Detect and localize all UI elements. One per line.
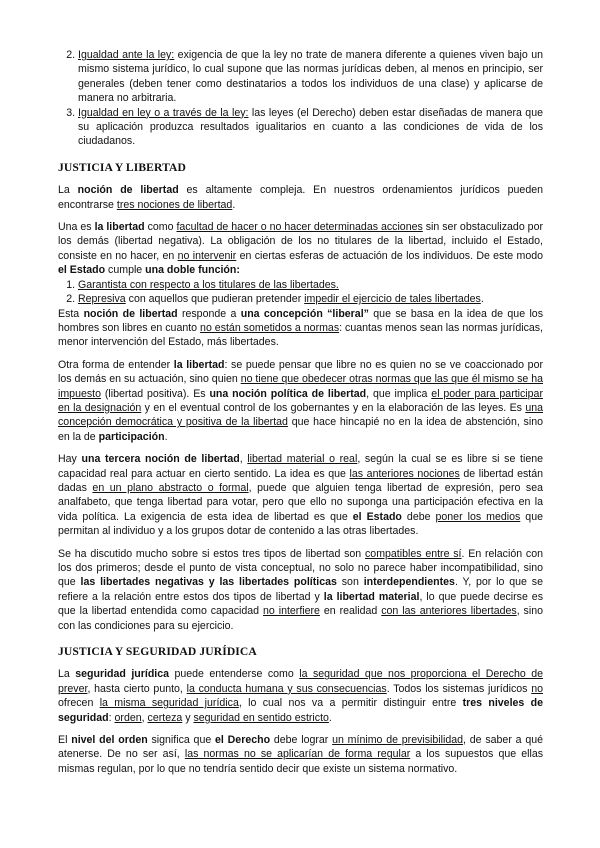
paragraph: Se ha discutido mucho sobre si estos tres tipos de libertad son compatibles entre sí. En relación con los dos primeros; desde el punto de vista conceptual, no solo no parece haber incompatibilidad, sino que las libertades negativas y las libertades políticas son interdependientes. Y, por lo que se refiere a la relación entre estos dos tipos de libertad y la libertad material, lo que puede decirse es que la libertad entendida como capacidad no interfiere en realidad con las anteriores libertades, sino con las condiciones para su ejercicio. bbox=[58, 547, 543, 632]
paragraph: El nivel del orden significa que el Derecho debe lograr un mínimo de previsibilidad, de saber a qué atenerse. De no ser así, las normas no se aplicarían de forma regular a los supuestos que ellas mismas regulan, por lo que no tendría sentido decir que existe un sistema normativo. bbox=[58, 734, 544, 775]
list-item: 2. Igualdad ante la ley: exigencia de que la ley no trate de manera diferente a quienes viven bajo un mismo sistema jurídico, lo cual supone que las normas jurídicas deben, al menos en principio, ser generales (deben tener como destinatarios a todos los individuos de una clase) y aplicarse de manera no arbitraria. bbox=[78, 48, 543, 106]
list-item: 1. Garantista con respecto a los titulares de las libertades. bbox=[78, 278, 543, 292]
section-heading-justicia-libertad: JUSTICIA Y LIBERTAD bbox=[58, 160, 186, 174]
paragraph: La seguridad jurídica puede entenderse como la seguridad que nos proporciona el Derecho de prever, hasta cierto punto, la conducta humana y sus consecuencias. Todos los sistemas jurídicos no ofrecen la misma seguridad jurídica, lo cual nos va a permitir distinguir entre tres niveles de seguridad: orden, certeza y seguridad en sentido estricto. bbox=[58, 668, 544, 724]
paragraph: Esta noción de libertad responde a una concepción “liberal” que se basa en la idea de que los hombres son libres en cuanto no están sometidos a normas: cuantas menos sean las normas jurídicas, menor intervención del Estado, más libertades. bbox=[58, 307, 544, 349]
section-heading-seguridad-juridica: JUSTICIA Y SEGURIDAD JURÍDICA bbox=[58, 645, 257, 659]
list-item: 2. Represiva con aquellos que pudieran pretender impedir el ejercicio de tales libertades. bbox=[78, 292, 543, 306]
functions-list bbox=[58, 278, 543, 307]
document-content bbox=[58, 48, 543, 784]
paragraph: Hay una tercera noción de libertad, libertad material o real, según la cual se es libre si se tiene capacidad real para actuar en cierto sentido. La idea es que las anteriores nociones de libertad están dadas en un plano abstracto o formal, puede que alguien tenga libertad de expresión, pero sea analfabeto, que tenga libertad para votar, pero que ello no suponga una participación efectiva en la vida política. La exigencia de esta idea de libertad es que el Estado debe poner los medios que permitan al individuo y a los grupos dotar de contenido a las otras libertades. bbox=[58, 453, 544, 538]
equality-list bbox=[58, 48, 543, 149]
paragraph: Otra forma de entender la libertad: se puede pensar que libre no es quien no se ve coaccionado por los demás en su actuación, sino quien no tiene que obedecer otras normas que las que él mismo se ha impuesto (libertad positiva). Es una noción política de libertad, que implica el poder para participar en la designación y en el eventual control de los gobernantes y en la elaboración de las leyes. Es una concepción democrática y positiva de la libertad que hace hincapié no en la idea de abstención, sino en la de participación. bbox=[58, 358, 543, 443]
paragraph: Una es la libertad como facultad de hacer o no hacer determinadas acciones sin ser obstaculizado por los demás (libertad negativa). La obligación de los no titulares de la libertad, incluido el Estado, consiste en no hacer, en no intervenir en ciertas esferas de actuación de los individuos. De este modo el Estado cumple una doble función: bbox=[58, 221, 544, 277]
list-item: 3. Igualdad en ley o a través de la ley: las leyes (el Derecho) deben estar diseñadas de manera que su aplicación produzca resultados igualitarios en cuanto a las condiciones de vida de los ciudadanos. bbox=[78, 106, 543, 149]
paragraph: La noción de libertad es altamente compleja. En nuestros ordenamientos jurídicos pueden encontrarse tres nociones de libertad. bbox=[58, 184, 543, 211]
